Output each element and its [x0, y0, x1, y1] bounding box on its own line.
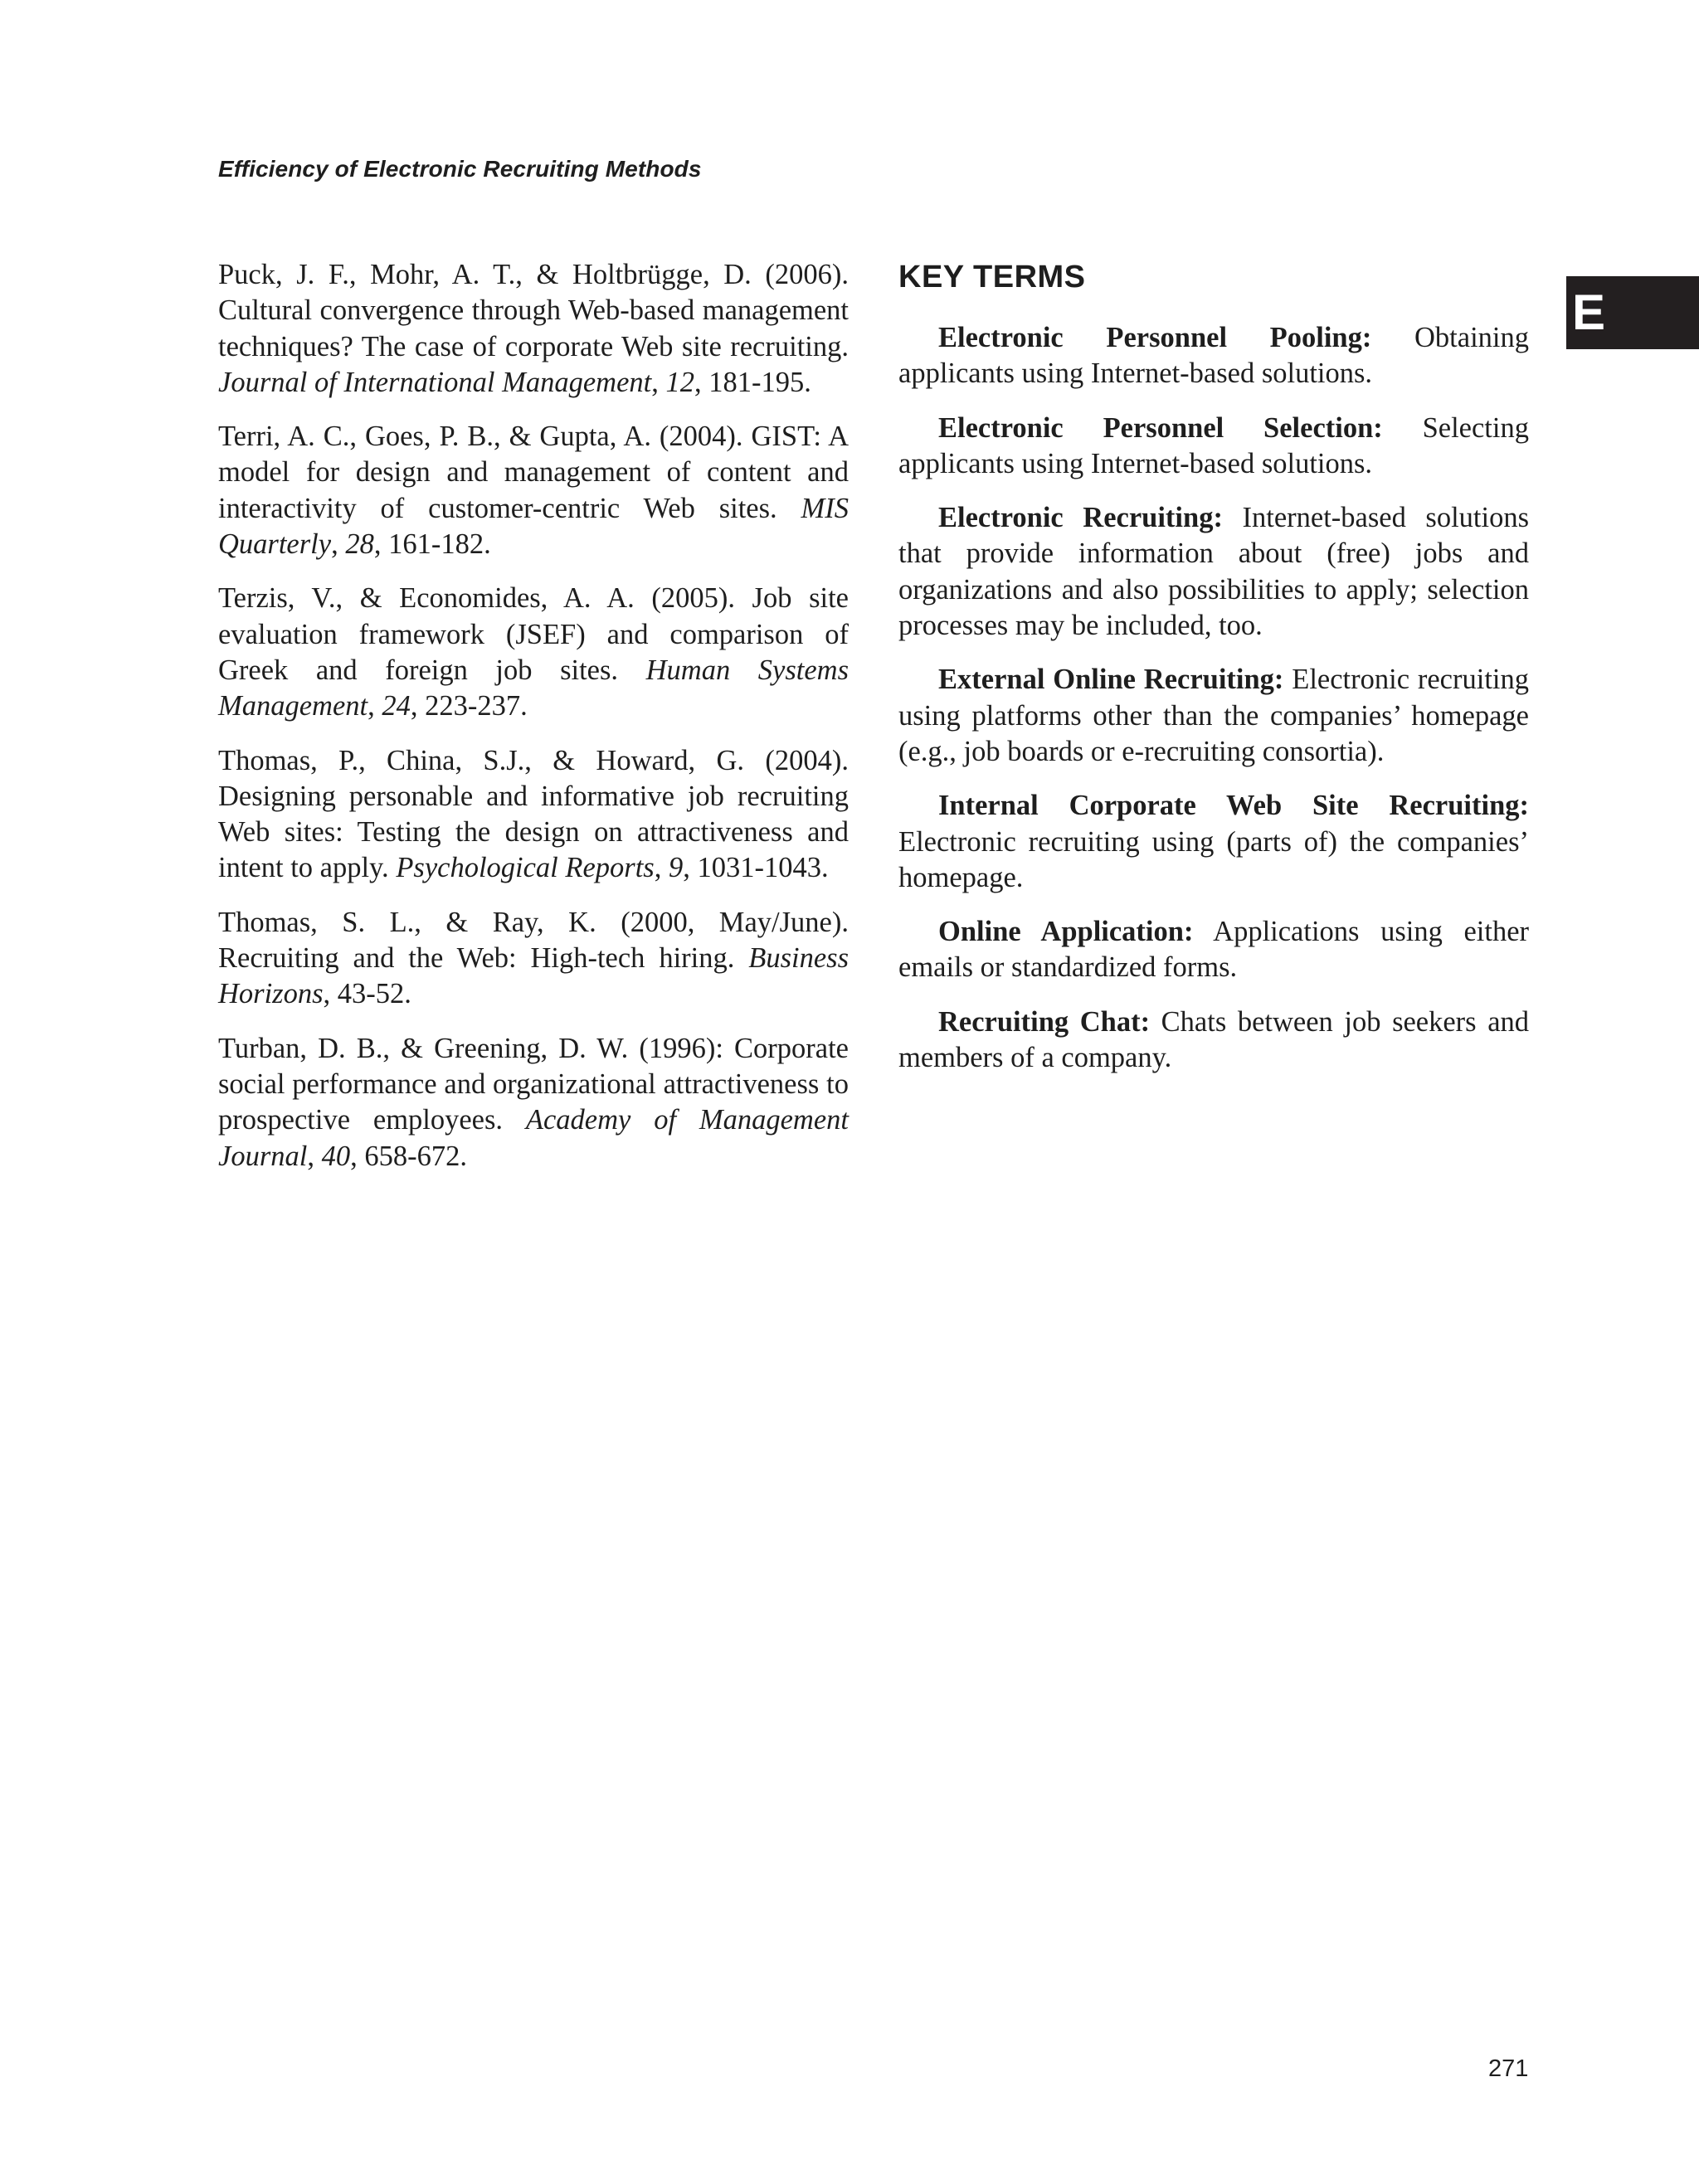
reference-journal: Psychological Reports: [396, 852, 655, 884]
key-term-title: Electronic Recruiting:: [938, 502, 1223, 534]
reference-journal: Human Systems Management: [218, 654, 850, 722]
reference-authors-title: Thomas, P., China, S.J., & Howard, G. (2004). Designing personable and informative job recruiting Web sites: Testing the design on attractiveness and intent to apply.: [218, 744, 849, 884]
reference-volume: 24: [382, 690, 411, 722]
reference-journal: Academy of Management Journal: [218, 1104, 849, 1172]
reference-pages: , 161-182.: [373, 528, 491, 561]
key-term-title: Electronic Personnel Selection:: [938, 411, 1383, 444]
reference-authors-title: Puck, J. F., Mohr, A. T., & Holtbrügge, D. (2006). Cultural convergence through Web-based management techniques? The case of corporate Web site recruiting.: [218, 259, 849, 362]
section-tab: E: [1566, 276, 1699, 349]
references-column: [218, 257, 849, 1193]
key-term-title: External Online Recruiting:: [938, 664, 1284, 696]
reference-authors-title: Terri, A. C., Goes, P. B., & Gupta, A. (2004). GIST: A model for design and management of content and interactivity of customer-centric Web sites.: [218, 421, 849, 524]
key-term-definition: Applications using either emails or standardized forms.: [898, 916, 1530, 984]
key-term-entry: [898, 500, 1529, 644]
key-terms-column: [898, 257, 1529, 1094]
key-term-entry: [898, 914, 1529, 986]
key-term-title: Electronic Personnel Pooling:: [938, 322, 1372, 353]
reference-entry: [218, 581, 849, 724]
key-term-entry: [898, 1004, 1529, 1077]
reference-authors-title: Turban, D. B., & Greening, D. W. (1996): Corporate social performance and organizational attractiveness to prospective employees.: [218, 1032, 849, 1136]
key-term-title: Online Application:: [938, 916, 1194, 948]
key-term-definition: Electronic recruiting using (parts of) the companies’ homepage.: [898, 825, 1529, 893]
reference-pages: , 658-672.: [350, 1140, 467, 1172]
key-term-title: Recruiting Chat:: [938, 1005, 1151, 1038]
page-number: 271: [1488, 2055, 1529, 2082]
key-term-definition: Electronic recruiting using platforms other than the companies’ homepage (e.g., job boards or e-recruiting consortia).: [898, 664, 1529, 767]
reference-entry: [218, 1031, 849, 1175]
key-term-entry: [898, 320, 1529, 392]
reference-entry: [218, 905, 849, 1013]
key-term-entry: [898, 662, 1529, 770]
reference-authors-title: Terzis, V., & Economides, A. A. (2005). Job site evaluation framework (JSEF) and comparison of Greek and foreign job sites.: [218, 582, 849, 686]
reference-journal: MIS Quarterly: [218, 492, 849, 561]
reference-separator: ,: [323, 978, 331, 1010]
reference-volume: 40: [321, 1140, 351, 1172]
reference-separator: ,: [368, 690, 382, 722]
running-header: Efficiency of Electronic Recruiting Methods: [218, 156, 702, 182]
key-term-title: Internal Corporate Web Site Recruiting:: [938, 790, 1529, 822]
key-term-definition: Chats between job seekers and members of a company.: [898, 1005, 1530, 1074]
reference-volume: 12: [665, 366, 694, 398]
reference-separator: ,: [651, 366, 666, 398]
key-term-definition: Obtaining applicants using Internet-based solutions.: [898, 322, 1529, 390]
key-term-definition: Selecting applicants using Internet-based solutions.: [898, 411, 1529, 479]
reference-entry: [218, 257, 849, 401]
reference-pages: 43-52.: [330, 978, 411, 1010]
reference-volume: 9: [668, 852, 684, 884]
reference-journal: Business Horizons: [218, 942, 849, 1010]
reference-separator: ,: [307, 1140, 322, 1172]
reference-entry: [218, 743, 849, 887]
key-term-definition: Internet-based solutions that provide information about (free) jobs and organizations and also possibilities to apply; selection processes may be included, too.: [898, 502, 1529, 642]
reference-authors-title: Thomas, S. L., & Ray, K. (2000, May/June). Recruiting and the Web: High-tech hiring.: [218, 906, 849, 975]
reference-journal: Journal of International Management: [218, 366, 652, 398]
reference-separator: ,: [654, 852, 669, 884]
reference-separator: ,: [331, 528, 346, 561]
key-terms-heading: KEY TERMS: [898, 260, 1086, 294]
reference-pages: , 1031-1043.: [683, 852, 829, 884]
reference-volume: 28: [345, 528, 374, 561]
reference-pages: , 223-237.: [410, 690, 528, 722]
key-term-entry: [898, 411, 1529, 483]
reference-entry: [218, 419, 849, 562]
reference-pages: , 181-195.: [694, 366, 811, 398]
key-term-entry: [898, 788, 1529, 896]
